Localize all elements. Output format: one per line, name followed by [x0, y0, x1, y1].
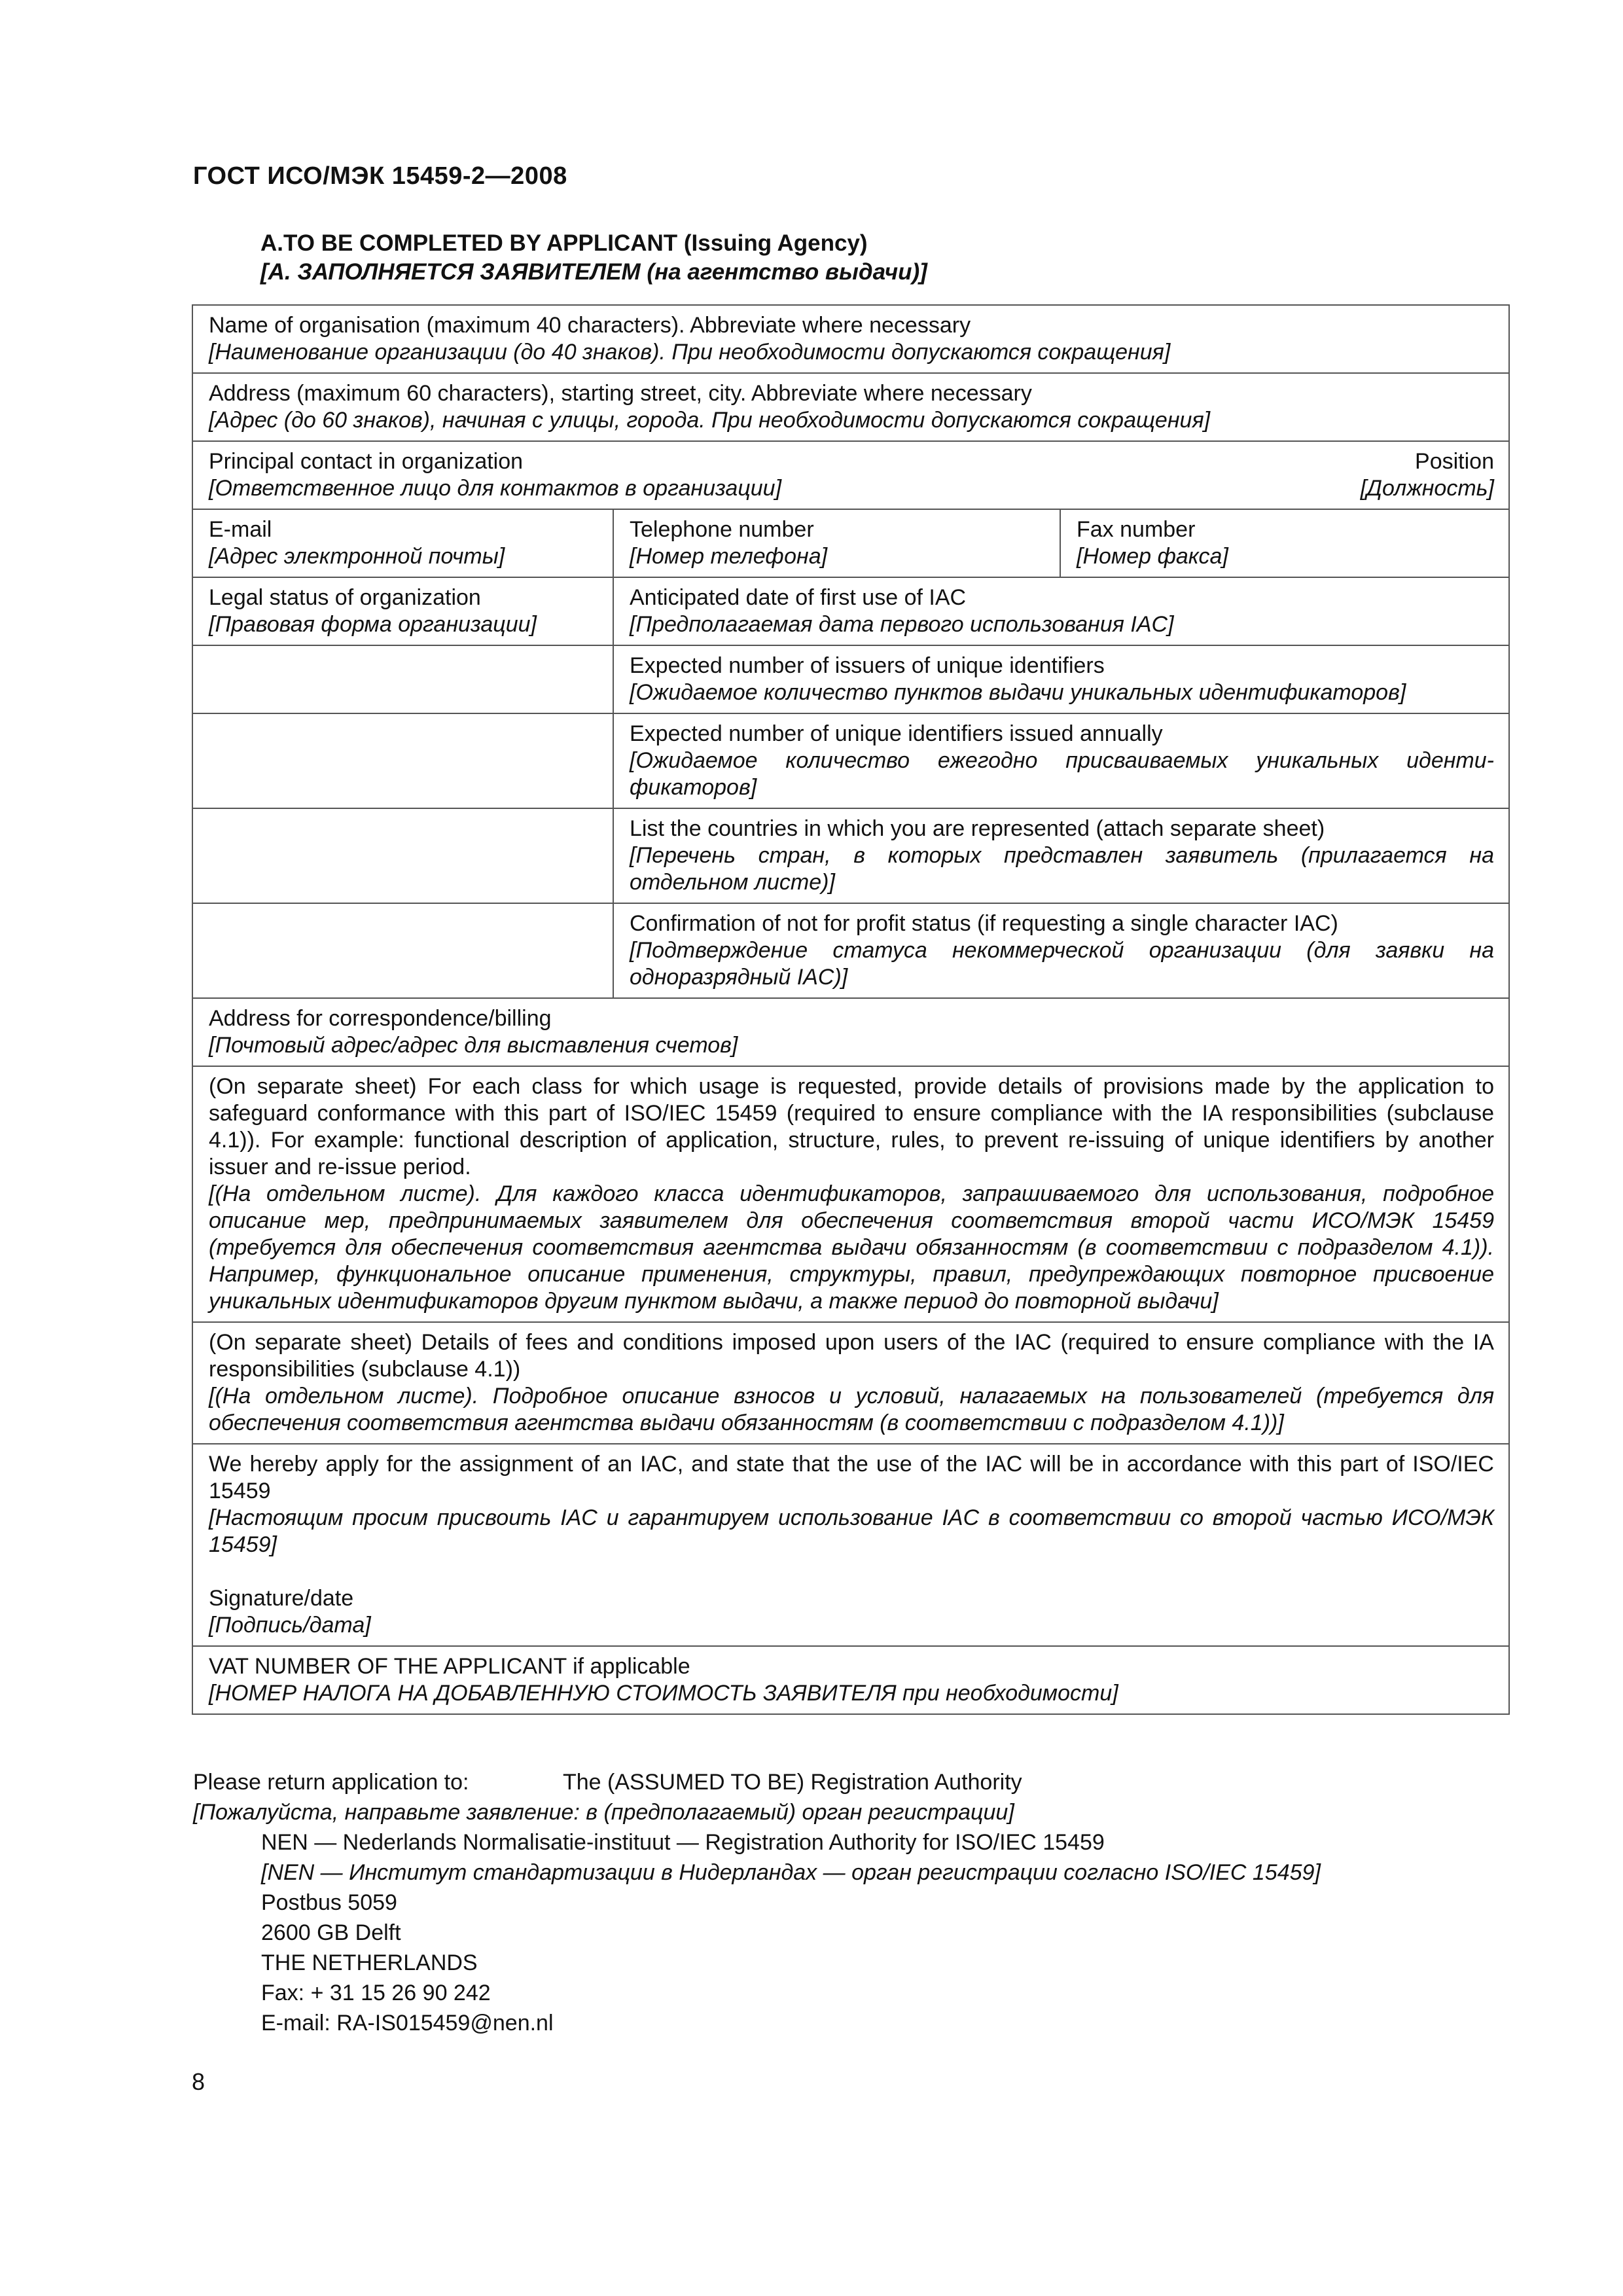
issuers-label-ru: [Ожидаемое количество пунктов выдачи уникальных идентификаторов]: [630, 680, 1406, 705]
email-label-en: E-mail: [209, 517, 272, 542]
row-legal-status: [192, 577, 1509, 645]
cell-blank: [192, 808, 613, 903]
email-address[interactable]: E-mail: RA-IS015459@nen.nl: [261, 2011, 554, 2036]
annual-label-en: Expected number of unique identifiers issued annually: [630, 721, 1163, 746]
billing-label-ru: [Почтовый адрес/адрес для выставления счетов]: [209, 1033, 738, 1058]
telephone-label-en: Telephone number: [630, 517, 814, 542]
postal-address: [193, 1827, 1321, 2038]
provisions-text-en: (On separate sheet) For each class for which usage is requested, provide details of provisions made by the application to safeguard conformance with this part of ISO/IEC 15459 (required to ensure compliance with the IA responsibilities (subclause 4.1)). For example: functional description of application, structure, rules, to prevent re-issuing of unique identifiers by another issuer and re-issue period.: [209, 1074, 1494, 1179]
row-annual: [192, 713, 1509, 808]
issuers-label-en: Expected number of issuers of unique identifiers: [630, 653, 1105, 678]
cell-billing[interactable]: [192, 998, 1509, 1066]
fax-label-en: Fax number: [1077, 517, 1196, 542]
postbus: Postbus 5059: [261, 1890, 397, 1915]
row-contact: [192, 441, 1509, 509]
first-use-label-ru: [Предполагаемая дата первого использования IAC]: [630, 612, 1174, 637]
annual-label-ru: [Ожидаемое количество ежегодно присваиваемых уникальных идентификаторов]: [630, 748, 1494, 800]
cell-blank: [192, 645, 613, 713]
cell-blank: [192, 903, 613, 998]
org-name-label-en: Name of organisation (maximum 40 characters). Abbreviate where necessary: [209, 313, 971, 338]
cell-telephone[interactable]: [613, 509, 1060, 577]
org-name-en: NEN — Nederlands Normalisatie-instituut — Registration Authority for ISO/IEC 15459: [261, 1830, 1105, 1855]
legal-status-label-ru: [Правовая форма организации]: [209, 612, 537, 637]
city: 2600 GB Delft: [261, 1920, 401, 1945]
billing-label-en: Address for correspondence/billing: [209, 1006, 552, 1031]
cell-issuers[interactable]: [613, 645, 1509, 713]
row-communications: [192, 509, 1509, 577]
cell-countries[interactable]: [613, 808, 1509, 903]
row-declaration: [192, 1444, 1509, 1646]
row-provisions: [192, 1066, 1509, 1322]
cell-annual[interactable]: [613, 713, 1509, 808]
first-use-label-en: Anticipated date of first use of IAC: [630, 585, 967, 610]
position-label-ru: [Должность]: [1360, 476, 1494, 501]
position-label-en: Position: [1415, 449, 1494, 474]
legal-status-label-en: Legal status of organization: [209, 585, 481, 610]
nonprofit-label-ru: [Подтверждение статуса некоммерческой организации (для заявки на одноразрядный IAC)]: [630, 938, 1494, 990]
cell-declaration[interactable]: [192, 1444, 1509, 1646]
email-label-ru: [Адрес электронной почты]: [209, 544, 505, 569]
section-heading: [260, 229, 927, 287]
row-issuers: [192, 645, 1509, 713]
vat-label-ru: [НОМЕР НАЛОГА НА ДОБАВЛЕННУЮ СТОИМОСТЬ ЗАЯВИТЕЛЯ при необходимости]: [209, 1681, 1118, 1706]
declaration-text-ru: [Настоящим просим присвоить IAC и гарантируем использование IAC в соответствии со второй частью ИСО/МЭК 15459]: [209, 1505, 1494, 1557]
section-title-en: A.TO BE COMPLETED BY APPLICANT (Issuing Agency): [260, 230, 868, 256]
cell-org-name[interactable]: [192, 305, 1509, 373]
fees-text-ru: [(На отдельном листе). Подробное описание взносов и условий, налагаемых на пользователей (требуется для обеспечения соответствия агентства выдачи обязанностям (в соответствии с подразделом 4.1))]: [209, 1384, 1494, 1435]
row-nonprofit: [192, 903, 1509, 998]
return-label: Please return application to:: [193, 1770, 469, 1795]
address-label-en: Address (maximum 60 characters), starting street, city. Abbreviate where necessary: [209, 381, 1032, 406]
contact-label-ru: [Ответственное лицо для контактов в организации]: [209, 476, 782, 501]
row-billing: [192, 998, 1509, 1066]
cell-address[interactable]: [192, 373, 1509, 441]
return-target: The (ASSUMED TO BE) Registration Authority: [563, 1770, 1022, 1795]
cell-provisions[interactable]: [192, 1066, 1509, 1322]
nonprofit-label-en: Confirmation of not for profit status (if requesting a single character IAC): [630, 911, 1338, 936]
fees-text-en: (On separate sheet) Details of fees and conditions imposed upon users of the IAC (required to ensure compliance with the IA responsibilities (subclause 4.1)): [209, 1330, 1494, 1382]
cell-blank: [192, 713, 613, 808]
return-label-ru: [Пожалуйста, направьте заявление: в (предполагаемый) орган регистрации]: [193, 1800, 1014, 1825]
cell-email[interactable]: [192, 509, 613, 577]
return-instructions: [193, 1767, 1321, 2038]
provisions-text-ru: [(На отдельном листе). Для каждого класса идентификаторов, запрашиваемого для использования, подробное описание мер, предпринимаемых заявителем для обеспечения соответствия второй части ИСО/МЭК 15459 (требуется для обеспечения соответствия агентства выдачи обязанностям (в соответствии с подразделом 4.1)). Например, функциональное описание применения, структуры, правил, предупреждающих повторное присвоение уникальных идентификаторов другим пунктом выдачи, а также период до повторной выдачи]: [209, 1181, 1494, 1314]
cell-vat[interactable]: [192, 1646, 1509, 1714]
cell-first-use[interactable]: [613, 577, 1509, 645]
contact-label-en: Principal contact in organization: [209, 449, 524, 474]
cell-fax[interactable]: [1060, 509, 1509, 577]
countries-label-en: List the countries in which you are represented (attach separate sheet): [630, 816, 1325, 841]
section-title-ru: [А. ЗАПОЛНЯЕТСЯ ЗАЯВИТЕЛЕМ (на агентство выдачи)]: [260, 259, 927, 285]
telephone-label-ru: [Номер телефона]: [630, 544, 828, 569]
fax-number: Fax: + 31 15 26 90 242: [261, 1981, 491, 2005]
row-vat: [192, 1646, 1509, 1714]
row-fees: [192, 1322, 1509, 1444]
country: THE NETHERLANDS: [261, 1950, 478, 1975]
org-name-label-ru: [Наименование организации (до 40 знаков). При необходимости допускаются сокращения]: [209, 340, 1171, 365]
standard-title: ГОСТ ИСО/МЭК 15459-2—2008: [193, 162, 567, 190]
cell-nonprofit[interactable]: [613, 903, 1509, 998]
signature-label-en: Signature/date: [209, 1586, 354, 1611]
cell-fees[interactable]: [192, 1322, 1509, 1444]
fax-label-ru: [Номер факса]: [1077, 544, 1228, 569]
cell-legal-status[interactable]: [192, 577, 613, 645]
cell-contact[interactable]: [192, 441, 1509, 509]
address-label-ru: [Адрес (до 60 знаков), начиная с улицы, города. При необходимости допускаются сокращения]: [209, 408, 1211, 433]
vat-label-en: VAT NUMBER OF THE APPLICANT if applicable: [209, 1654, 690, 1679]
row-org-name: [192, 305, 1509, 373]
org-name-ru: [NEN — Институт стандартизации в Нидерландах — орган регистрации согласно ISO/IEC 15459]: [261, 1860, 1321, 1885]
row-countries: [192, 808, 1509, 903]
application-form-table: [192, 304, 1510, 1715]
row-address: [192, 373, 1509, 441]
signature-label-ru: [Подпись/дата]: [209, 1613, 371, 1638]
declaration-text-en: We hereby apply for the assignment of an IAC, and state that the use of the IAC will be in accordance with this part of ISO/IEC 15459: [209, 1452, 1494, 1503]
countries-label-ru: [Перечень стран, в которых представлен заявитель (прилагается на отдельном листе)]: [630, 843, 1494, 895]
page-number: 8: [192, 2068, 205, 2095]
